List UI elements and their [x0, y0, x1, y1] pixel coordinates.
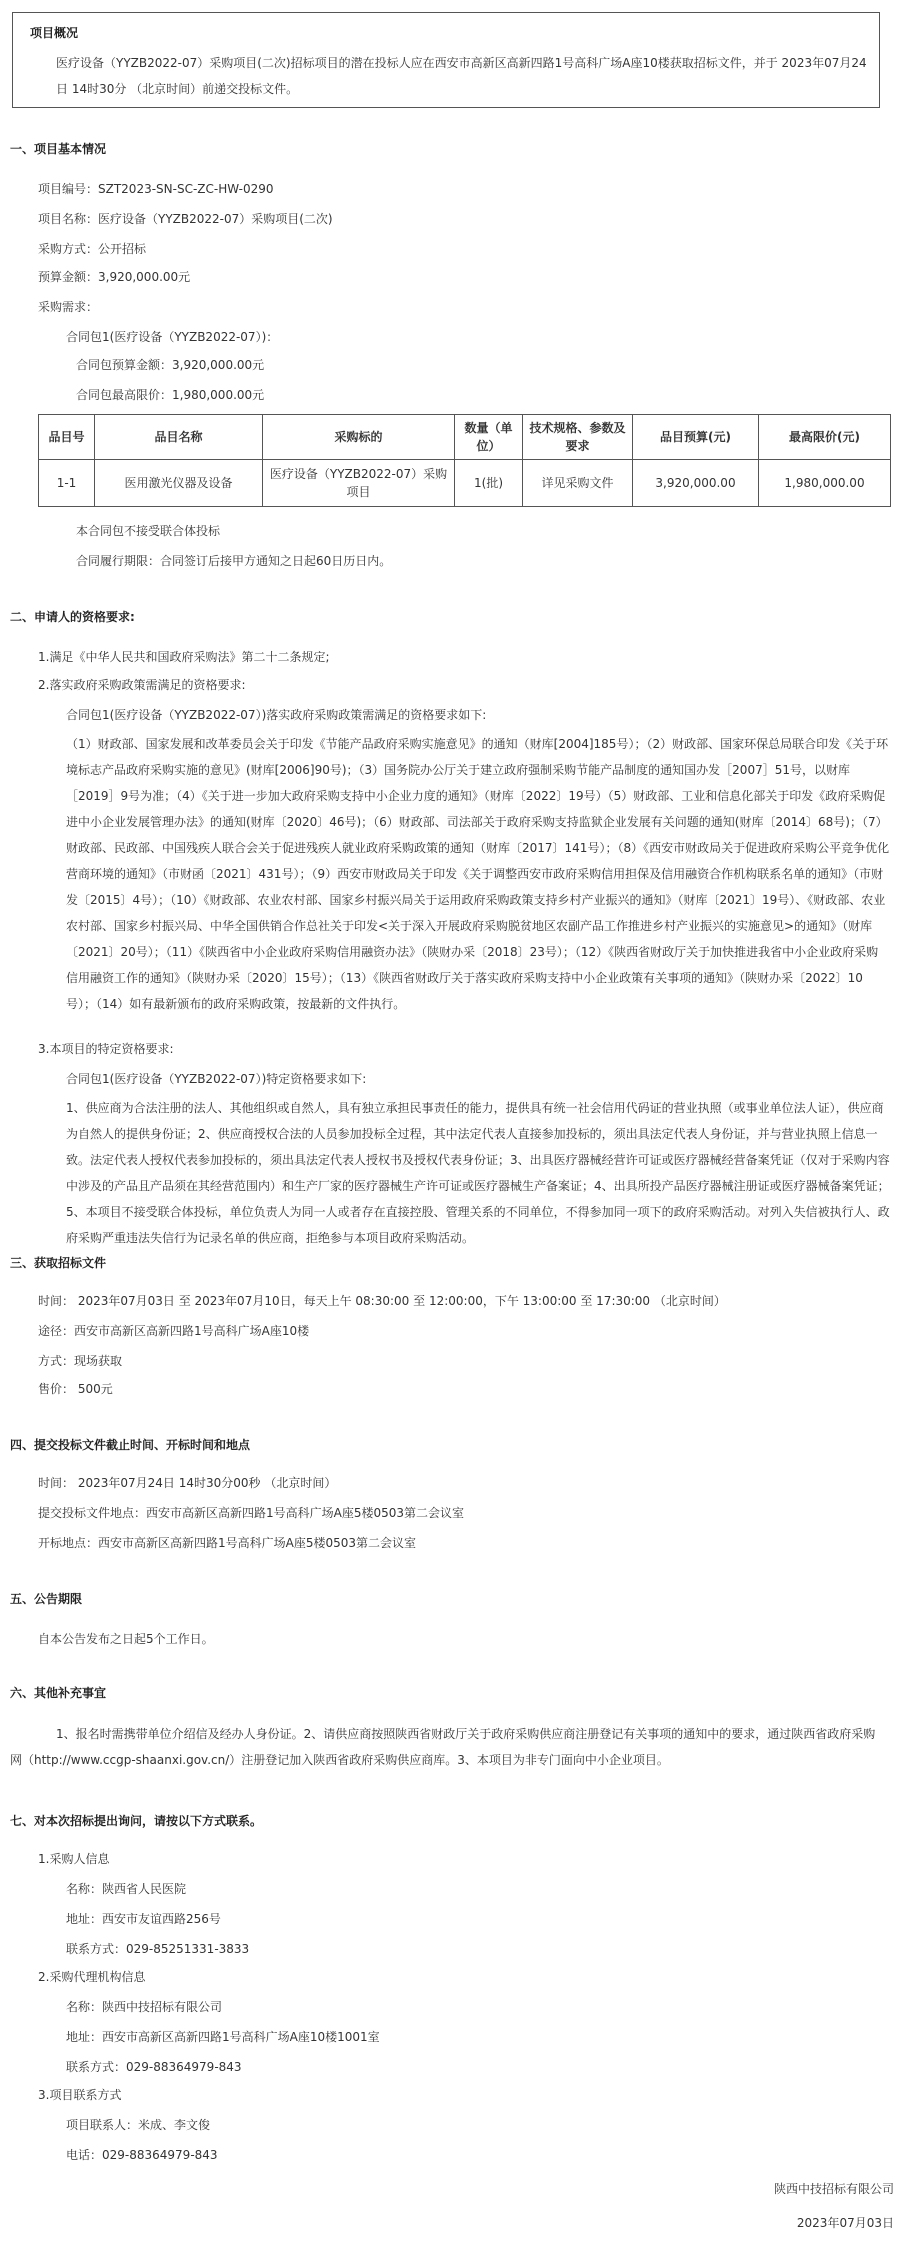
table-header-cell: 品目预算(元): [633, 415, 759, 460]
project-name: 项目名称：医疗设备（YYZB2022-07）采购项目(二次): [38, 212, 333, 226]
purchaser-info-title: 1.采购人信息: [38, 1852, 110, 1866]
table-header-cell: 品目名称: [95, 415, 263, 460]
requirement-2: 2.落实政府采购政策需满足的资格要求:: [38, 678, 246, 692]
no-consortium-note: 本合同包不接受联合体投标: [76, 524, 221, 538]
table-cell: 1(批): [455, 460, 523, 507]
procurement-method: 采购方式：公开招标: [38, 242, 147, 256]
table-row: [39, 460, 891, 507]
supplementary-text: 1、报名时需携带单位介绍信及经办人身份证。2、请供应商按照陕西省财政厅关于政府采购供应商注册登记有关事项的通知中的要求，通过陕西省政府采购网（http://www.ccgp-shaanxi.gov.cn/）注册登记加入陕西省政府采购供应商库。3、本项目为非专门面向中小企业项目。: [10, 1727, 876, 1767]
table-cell: 3,920,000.00: [633, 460, 759, 507]
table-header-cell: 技术规格、参数及要求: [523, 415, 633, 460]
purchaser-address: 地址：西安市友谊西路256号: [66, 1912, 221, 1926]
requirement-3: 3.本项目的特定资格要求:: [38, 1042, 174, 1056]
table-header-cell: 采购标的: [263, 415, 455, 460]
table-cell: 1,980,000.00: [759, 460, 891, 507]
section-6-heading: 六、其他补充事宜: [10, 1686, 107, 1700]
section-5-heading: 五、公告期限: [10, 1592, 83, 1606]
agency-address: 地址：西安市高新区高新四路1号高科广场A座10楼1001室: [66, 2030, 380, 2044]
table-header-cell: 品目号: [39, 415, 95, 460]
section-2-heading: 二、申请人的资格要求:: [10, 610, 135, 624]
project-contact-title: 3.项目联系方式: [38, 2088, 122, 2102]
requirement-2-intro: 合同包1(医疗设备（YYZB2022-07）)落实政府采购政策需满足的资格要求如下:: [66, 708, 487, 722]
purchaser-contact: 联系方式：029-85251331-3833: [66, 1942, 250, 1956]
contract-package: 合同包1(医疗设备（YYZB2022-07）)：: [66, 330, 279, 344]
footer-company: 陕西中技招标有限公司: [773, 2182, 894, 2196]
package-budget: 合同包预算金额：3,920,000.00元: [76, 358, 265, 372]
specific-requirements-text: 1、供应商为合法注册的法人、其他组织或自然人，具有独立承担民事责任的能力，提供具有统一社会信用代码证的营业执照（或事业单位法人证），供应商为自然人的提供身份证；2、供应商授权合法的人员参加投标全过程，其中法定代表人直接参加投标的，须出具法定代表人身份证，并与营业执照上信息一致。法定代表人授权代表参加投标的，须出具法定代表人授权书及授权代表身份证；3、出具医疗器械经营许可证或医疗器械经营备案凭证（仅对于采购内容中涉及的产品且产品须在其经营范围内）和生产厂家的医疗器械生产许可证或医疗器械生产备案证；4、出具所投产品医疗器械注册证或医疗器械备案凭证；5、本项目不接受联合体投标，单位负责人为同一人或者存在直接控股、管理关系的不同单位，不得参加同一项下的政府采购活动。对列入失信被执行人、政府采购严重违法失信行为记录名单的供应商，拒绝参与本项目政府采购活动。: [66, 1101, 890, 1245]
requirement-1: 1.满足《中华人民共和国政府采购法》第二十二条规定;: [38, 650, 330, 664]
agency-contact: 联系方式：029-88364979-843: [66, 2060, 242, 2074]
table-header-row: [39, 415, 891, 460]
table-cell: 详见采购文件: [523, 460, 633, 507]
table-header-cell: 数量（单位）: [455, 415, 523, 460]
bid-items-table: [38, 414, 891, 507]
overview-heading: 项目概况: [30, 26, 79, 40]
requirement-3-intro: 合同包1(医疗设备（YYZB2022-07）)特定资格要求如下:: [66, 1072, 367, 1086]
section-1-heading: 一、项目基本情况: [10, 142, 107, 156]
deadline-time: 时间： 2023年07月24日 14时30分00秒 （北京时间）: [38, 1476, 337, 1490]
section-4-heading: 四、提交投标文件截止时间、开标时间和地点: [10, 1438, 251, 1452]
procurement-demand-label: 采购需求：: [38, 300, 99, 314]
notice-period: 自本公告发布之日起5个工作日。: [38, 1632, 214, 1646]
policy-requirements-text: （1）财政部、国家发展和改革委员会关于印发《节能产品政府采购实施意见》的通知（财库[2004]185号）；（2）财政部、国家环保总局联合印发《关于环境标志产品政府采购实施的意见》(财库[2006]90号)；（3）国务院办公厅关于建立政府强制采购节能产品制度的通知国办发［2007］51号，以财库［2019］9号为准；（4）《关于进一步加大政府采购支持中小企业力度的通知》（财库〔2022〕19号）（5）财政部、工业和信息化部关于印发《政府采购促进中小企业发展管理办法》的通知(财库〔2020〕46号)；（6）财政部、司法部关于政府采购支持监狱企业发展有关问题的通知(财库〔2014〕68号)；（7）财政部、民政部、中国残疾人联合会关于促进残疾人就业政府采购政策的通知（财库〔2017〕141号）；（8）《西安市财政局关于促进政府采购公平竞争优化营商环境的通知》（市财函〔2021〕431号）；（9）西安市财政局关于印发《关于调整西安市政府采购信用担保及信用融资合作机构联系名单的通知》（市财发〔2015〕4号）；（10）《财政部、农业农村部、国家乡村振兴局关于运用政府采购政策支持乡村产业振兴的通知》（财库〔2021〕19号）、《财政部、农业农村部、国家乡村振兴局、中华全国供销合作总社关于印发<关于深入开展政府采购脱贫地区农副产品工作推进乡村产业振兴的实施意见>的通知》（财库〔2021〕20号）；（11）《陕西省中小企业政府采购信用融资办法》（陕财办采〔2018〕23号）；（12）《陕西省财政厅关于加快推进我省中小企业政府采购信用融资工作的通知》（陕财办采〔2020〕15号）；（13）《陕西省财政厅关于落实政府采购支持中小企业政策有关事项的通知》（陕财办采〔2022〕10号）；（14）如有最新颁布的政府采购政策，按最新的文件执行。: [66, 737, 890, 1011]
budget-amount: 预算金额：3,920,000.00元: [38, 270, 191, 284]
purchaser-name: 名称：陕西省人民医院: [66, 1882, 187, 1896]
overview-text: 医疗设备（YYZB2022-07）采购项目(二次)招标项目的潜在投标人应在西安市高新区高新四路1号高科广场A座10楼获取招标文件，并于 2023年07月24日 14时30分 （北京时间）前递交投标文件。: [56, 56, 867, 96]
project-number: 项目编号：SZT2023-SN-SC-ZC-HW-0290: [38, 182, 274, 196]
contract-period: 合同履行期限：合同签订后接甲方通知之日起60日历日内。: [76, 554, 392, 568]
package-max-price: 合同包最高限价：1,980,000.00元: [76, 388, 265, 402]
table-cell: 医疗设备（YYZB2022-07）采购项目: [263, 460, 455, 507]
opening-place: 开标地点：西安市高新区高新四路1号高科广场A座5楼0503第二会议室: [38, 1536, 417, 1550]
submission-place: 提交投标文件地点：西安市高新区高新四路1号高科广场A座5楼0503第二会议室: [38, 1506, 465, 1520]
obtain-time: 时间： 2023年07月03日 至 2023年07月10日，每天上午 08:30:00 至 12:00:00，下午 13:00:00 至 17:30:00 （北京时间）: [38, 1294, 726, 1308]
project-contact-person: 项目联系人：米成、李文俊: [66, 2118, 211, 2132]
project-contact-phone: 电话：029-88364979-843: [66, 2148, 218, 2162]
obtain-place: 途径：西安市高新区高新四路1号高科广场A座10楼: [38, 1324, 310, 1338]
obtain-way: 方式：现场获取: [38, 1354, 123, 1368]
footer-date: 2023年07月03日: [796, 2216, 894, 2230]
agency-info-title: 2.采购代理机构信息: [38, 1970, 146, 1984]
table-header-cell: 最高限价(元): [759, 415, 891, 460]
agency-name: 名称：陕西中技招标有限公司: [66, 2000, 223, 2014]
document-price: 售价： 500元: [38, 1382, 113, 1396]
section-3-heading: 三、获取招标文件: [10, 1256, 107, 1270]
section-7-heading: 七、对本次招标提出询问，请按以下方式联系。: [10, 1814, 263, 1828]
table-cell: 医用激光仪器及设备: [95, 460, 263, 507]
table-cell: 1-1: [39, 460, 95, 507]
